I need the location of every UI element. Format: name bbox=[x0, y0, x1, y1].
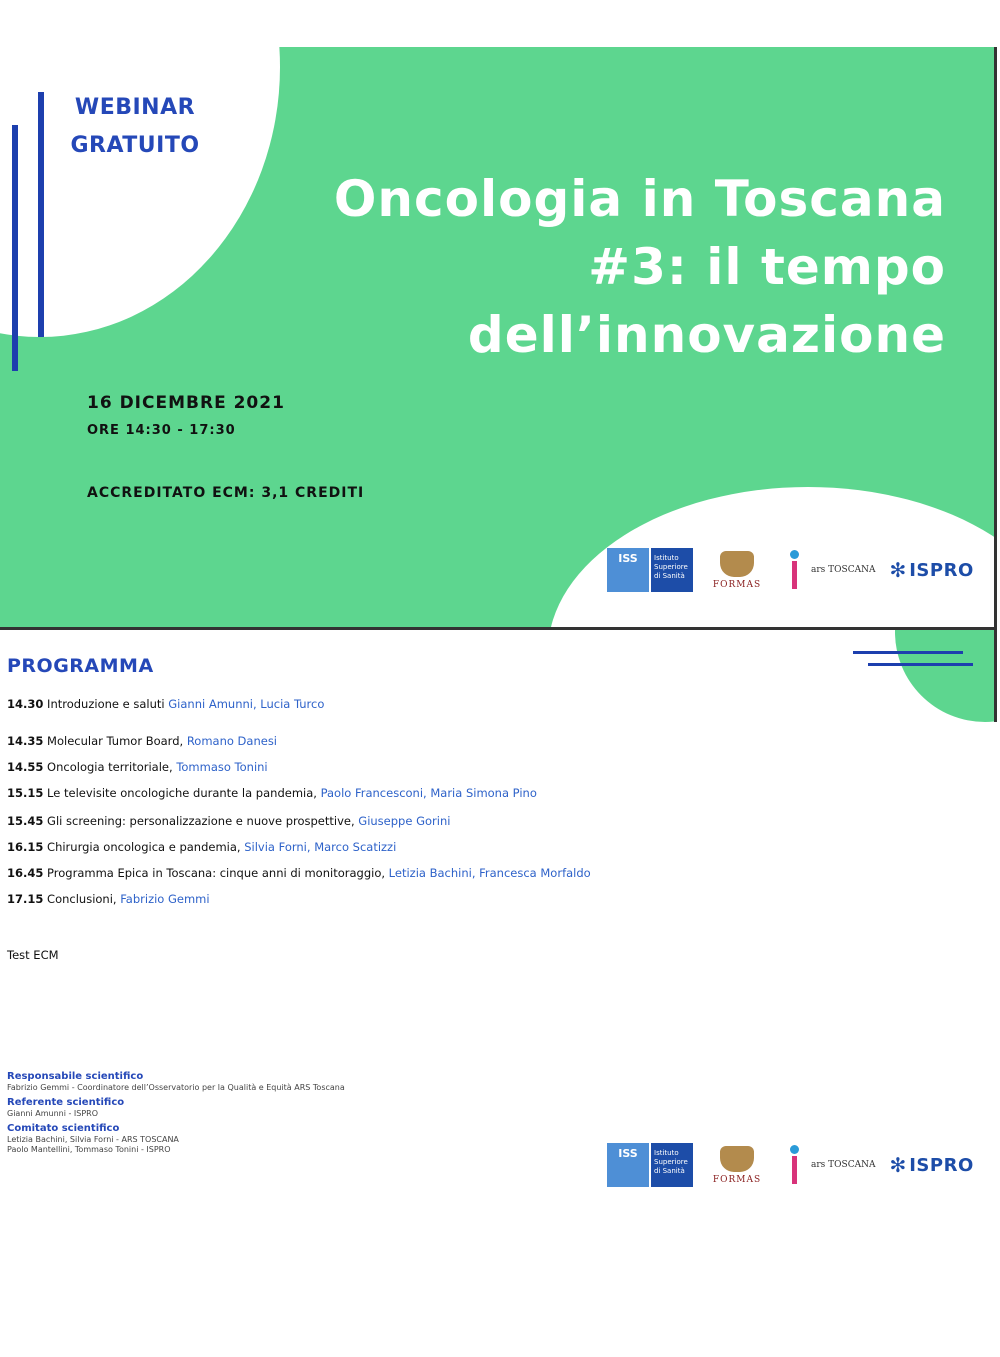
credit-heading: Referente scientifico bbox=[7, 1097, 125, 1108]
agenda-item bbox=[7, 840, 396, 854]
iss-logo bbox=[607, 1143, 693, 1187]
agenda-item bbox=[7, 814, 450, 828]
agenda-topic: Gli screening: personalizzazione e nuove prospettive, bbox=[47, 814, 355, 828]
credit-line: Paolo Mantellini, Tommaso Tonini - ISPRO bbox=[7, 1145, 171, 1154]
credit-heading: Comitato scientifico bbox=[7, 1123, 120, 1134]
partner-logos bbox=[607, 1137, 974, 1193]
agenda-speakers: Gianni Amunni, Lucia Turco bbox=[168, 697, 325, 711]
credit-line: Fabrizio Gemmi - Coordinatore dell’Osservatorio per la Qualità e Equità ARS Toscana bbox=[7, 1083, 345, 1092]
agenda-item bbox=[7, 697, 324, 711]
agenda-speakers: Paolo Francesconi, Maria Simona Pino bbox=[320, 786, 537, 800]
agenda-speakers: Tommaso Tonini bbox=[176, 760, 268, 774]
title-line: Oncologia in Toscana bbox=[333, 170, 946, 228]
iss-logo-text: Istituto Superiore di Sanità bbox=[651, 1143, 693, 1187]
agenda-speakers: Letizia Bachini, Francesca Morfaldo bbox=[388, 866, 591, 880]
programme-title: PROGRAMMA bbox=[7, 655, 154, 677]
decor-line bbox=[853, 651, 963, 654]
agenda-time: 16.45 bbox=[7, 866, 44, 880]
crest-icon bbox=[720, 551, 754, 577]
agenda-topic: Le televisite oncologiche durante la pandemia, bbox=[47, 786, 317, 800]
agenda-speakers: Fabrizio Gemmi bbox=[120, 892, 210, 906]
partner-logos bbox=[607, 542, 974, 598]
agenda-topic: Molecular Tumor Board, bbox=[47, 734, 184, 748]
decor-bar bbox=[38, 92, 44, 337]
test-ecm-label: Test ECM bbox=[7, 948, 59, 962]
scientific-credits bbox=[7, 1071, 567, 1155]
credit-line: Letizia Bachini, Silvia Forni - ARS TOSCANA bbox=[7, 1135, 179, 1144]
iss-logo-mark: ISS bbox=[607, 1143, 649, 1187]
person-icon bbox=[781, 1145, 807, 1185]
iss-logo-mark: ISS bbox=[607, 548, 649, 592]
crest-icon bbox=[720, 1146, 754, 1172]
agenda-topic: Oncologia territoriale, bbox=[47, 760, 173, 774]
ecm-credits: ACCREDITATO ECM: 3,1 CREDITI bbox=[87, 485, 365, 501]
agenda-speakers: Romano Danesi bbox=[186, 734, 278, 748]
agenda-item bbox=[7, 892, 210, 906]
forum-logo-text: FORMAS bbox=[712, 579, 762, 590]
agenda-time: 17.15 bbox=[7, 892, 44, 906]
iss-logo-text: Istituto Superiore di Sanità bbox=[651, 548, 693, 592]
agenda-topic: Introduzione e saluti bbox=[47, 697, 165, 711]
agenda-time: 14.35 bbox=[7, 734, 44, 748]
forum-logo bbox=[707, 1137, 767, 1193]
agenda-item bbox=[7, 760, 268, 774]
badge-line: WEBINAR bbox=[74, 95, 196, 120]
agenda-time: 14.55 bbox=[7, 760, 44, 774]
agenda-speakers: Silvia Forni, Marco Scatizzi bbox=[244, 840, 397, 854]
decor-line bbox=[868, 663, 973, 666]
ispro-logo-text: ISPRO bbox=[909, 1154, 974, 1176]
forum-logo-text: FORMAS bbox=[712, 1174, 762, 1185]
agenda-time: 15.15 bbox=[7, 786, 44, 800]
webinar-banner bbox=[0, 47, 997, 630]
title-line: #3: il tempo bbox=[588, 238, 946, 296]
ars-logo-text: ars TOSCANA bbox=[811, 1160, 876, 1170]
ispro-mark-icon: ✻ bbox=[889, 558, 907, 582]
ispro-logo bbox=[889, 558, 973, 582]
agenda-time: 16.15 bbox=[7, 840, 44, 854]
agenda-time: 14.30 bbox=[7, 697, 44, 711]
ispro-logo bbox=[889, 1153, 973, 1177]
webinar-badge bbox=[60, 89, 210, 165]
event-date: 16 DICEMBRE 2021 bbox=[87, 393, 285, 413]
ars-logo bbox=[781, 550, 875, 590]
credit-heading: Responsabile scientifico bbox=[7, 1071, 144, 1082]
event-hours: ORE 14:30 - 17:30 bbox=[87, 423, 236, 438]
ars-logo-text: ars TOSCANA bbox=[811, 565, 876, 575]
agenda-topic: Chirurgia oncologica e pandemia, bbox=[47, 840, 241, 854]
agenda-speakers: Giuseppe Gorini bbox=[358, 814, 451, 828]
decor-circle bbox=[895, 630, 997, 722]
agenda-item bbox=[7, 866, 591, 880]
agenda-item bbox=[7, 786, 537, 800]
decor-bar bbox=[12, 125, 18, 371]
person-icon bbox=[781, 550, 807, 590]
page-title bbox=[306, 165, 946, 369]
ispro-mark-icon: ✻ bbox=[889, 1153, 907, 1177]
ispro-logo-text: ISPRO bbox=[909, 559, 974, 581]
agenda-item bbox=[7, 734, 277, 748]
forum-logo bbox=[707, 542, 767, 598]
agenda-time: 15.45 bbox=[7, 814, 44, 828]
iss-logo bbox=[607, 548, 693, 592]
badge-line: GRATUITO bbox=[70, 133, 200, 158]
agenda-topic: Conclusioni, bbox=[47, 892, 117, 906]
title-line: dell’innovazione bbox=[467, 306, 946, 364]
ars-logo bbox=[781, 1145, 875, 1185]
credit-line: Gianni Amunni - ISPRO bbox=[7, 1109, 99, 1118]
agenda-topic: Programma Epica in Toscana: cinque anni di monitoraggio, bbox=[47, 866, 386, 880]
